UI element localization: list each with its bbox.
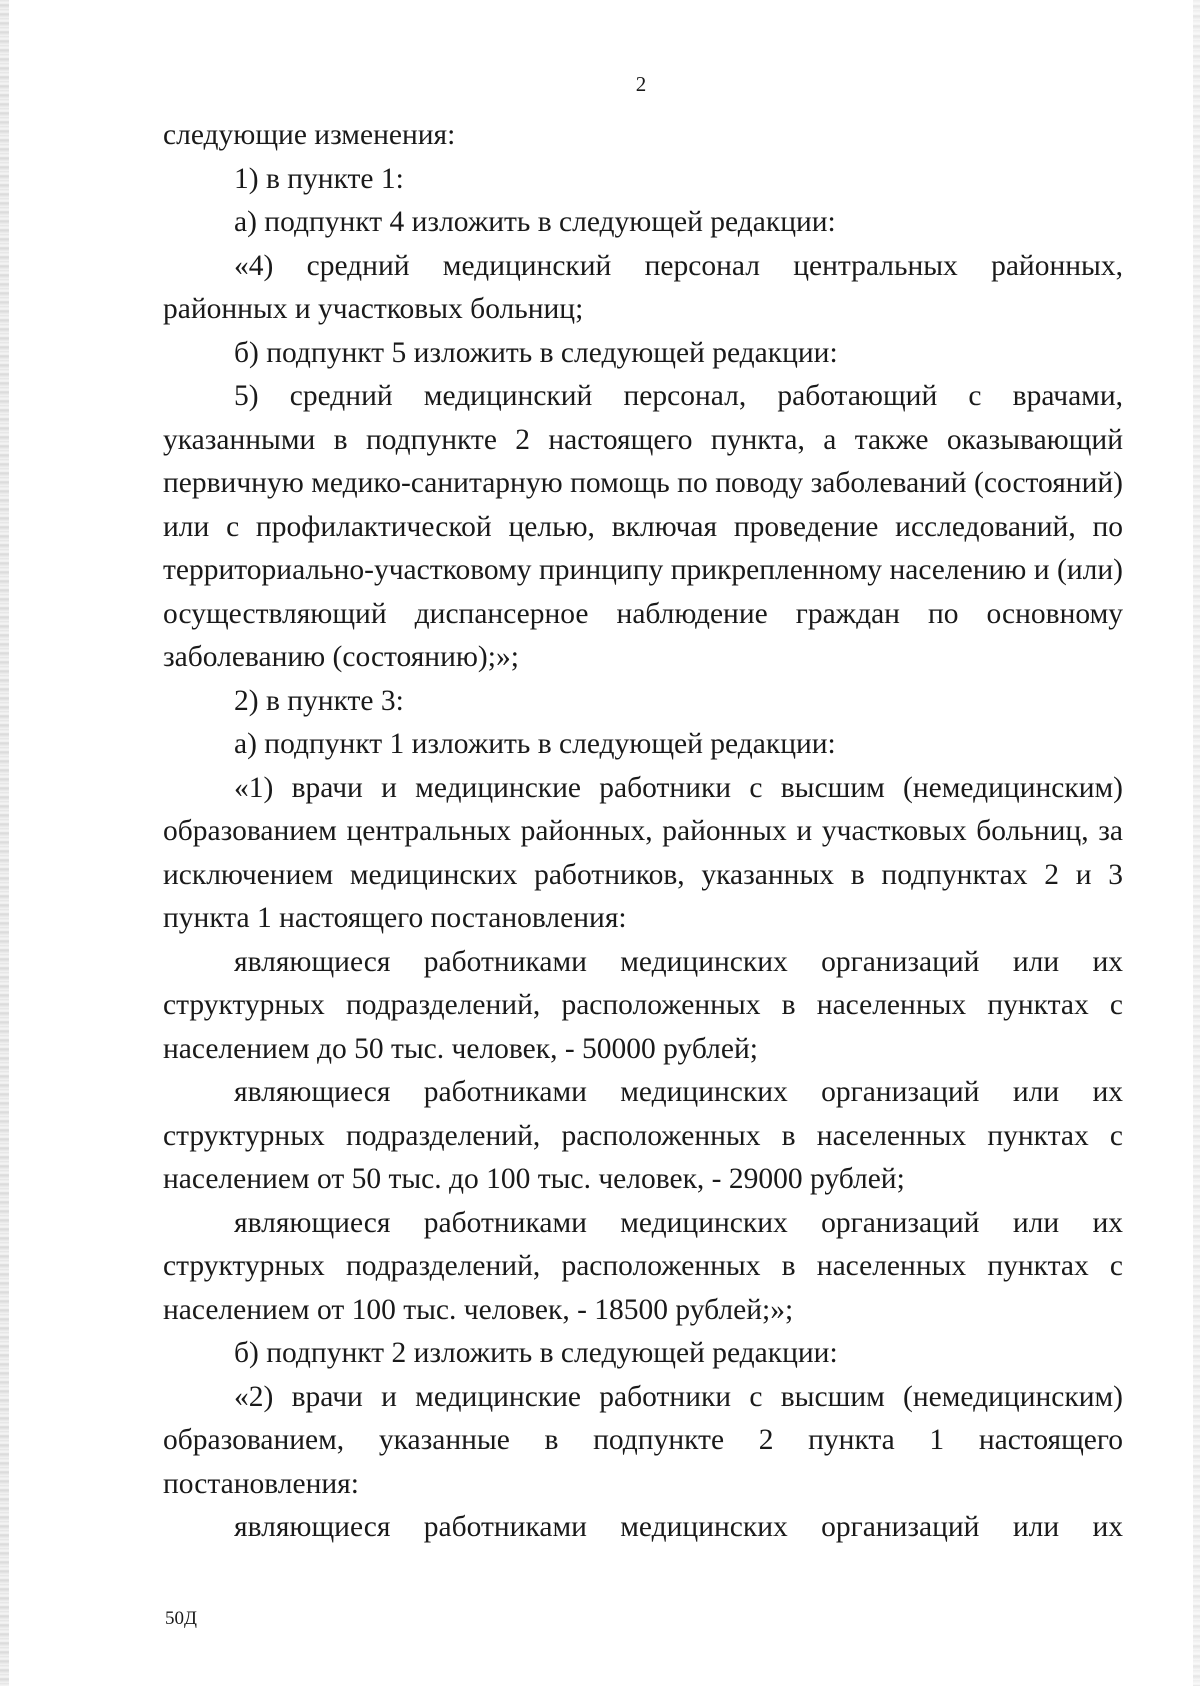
paragraph: 2) в пункте 3: <box>234 684 404 717</box>
paragraph: «2) врачи и медицинские работники с высшим (немедицинским) образованием, указанные в подпункте 2 пункта 1 настоящего постановления: <box>163 1380 1123 1500</box>
paragraph: а) подпункт 4 изложить в следующей редакции: <box>234 206 836 238</box>
footer-code: 50Д <box>165 1608 197 1629</box>
paragraph: б) подпункт 5 изложить в следующей редакции: <box>234 336 838 369</box>
paragraph: а) подпункт 1 изложить в следующей редакции: <box>234 728 836 760</box>
scan-edge-left <box>0 0 9 1686</box>
page-number: 2 <box>635 72 647 96</box>
scan-edge-right <box>1193 0 1200 1686</box>
document-body <box>163 114 1123 1550</box>
paragraph: 1) в пункте 1: <box>234 162 404 195</box>
paragraph: являющиеся работниками медицинских организаций или их структурных подразделений, расположенных в населенных пунктах с населением от 100 тыс. человек, - 18500 рублей;»; <box>163 1206 1123 1326</box>
paragraph: следующие изменения: <box>163 119 456 151</box>
paragraph: являющиеся работниками медицинских организаций или их структурных подразделений, расположенных в населенных пунктах с населением от 50 тыс. до 100 тыс. человек, - 29000 рублей; <box>163 1076 1123 1195</box>
paragraph: 5) средний медицинский персонал, работающий с врачами, указанными в подпункте 2 настоящего пункта, а также оказывающий первичную медико-санитарную помощь по поводу заболеваний (состояний) или с профилактической целью, включая проведение исследований, по территориально-участковому принципу прикрепленному населению и (или) осуществляющий диспансерное наблюдение граждан по основному заболеванию (состоянию);»; <box>163 380 1123 673</box>
paragraph: «1) врачи и медицинские работники с высшим (немедицинским) образованием центральных районных, районных и участковых больниц, за исключением медицинских работников, указанных в подпунктах 2 и 3 пункта 1 настоящего постановления: <box>163 771 1123 934</box>
paragraph: б) подпункт 2 изложить в следующей редакции: <box>234 1337 838 1369</box>
paragraph: являющиеся работниками медицинских организаций или их структурных подразделений, расположенных в населенных пунктах с населением до 50 тыс. человек, - 50000 рублей; <box>163 945 1123 1065</box>
paragraph: являющиеся работниками медицинских организаций или их <box>234 1511 1123 1543</box>
paragraph: «4) средний медицинский персонал центральных районных, районных и участковых больниц; <box>163 249 1123 325</box>
